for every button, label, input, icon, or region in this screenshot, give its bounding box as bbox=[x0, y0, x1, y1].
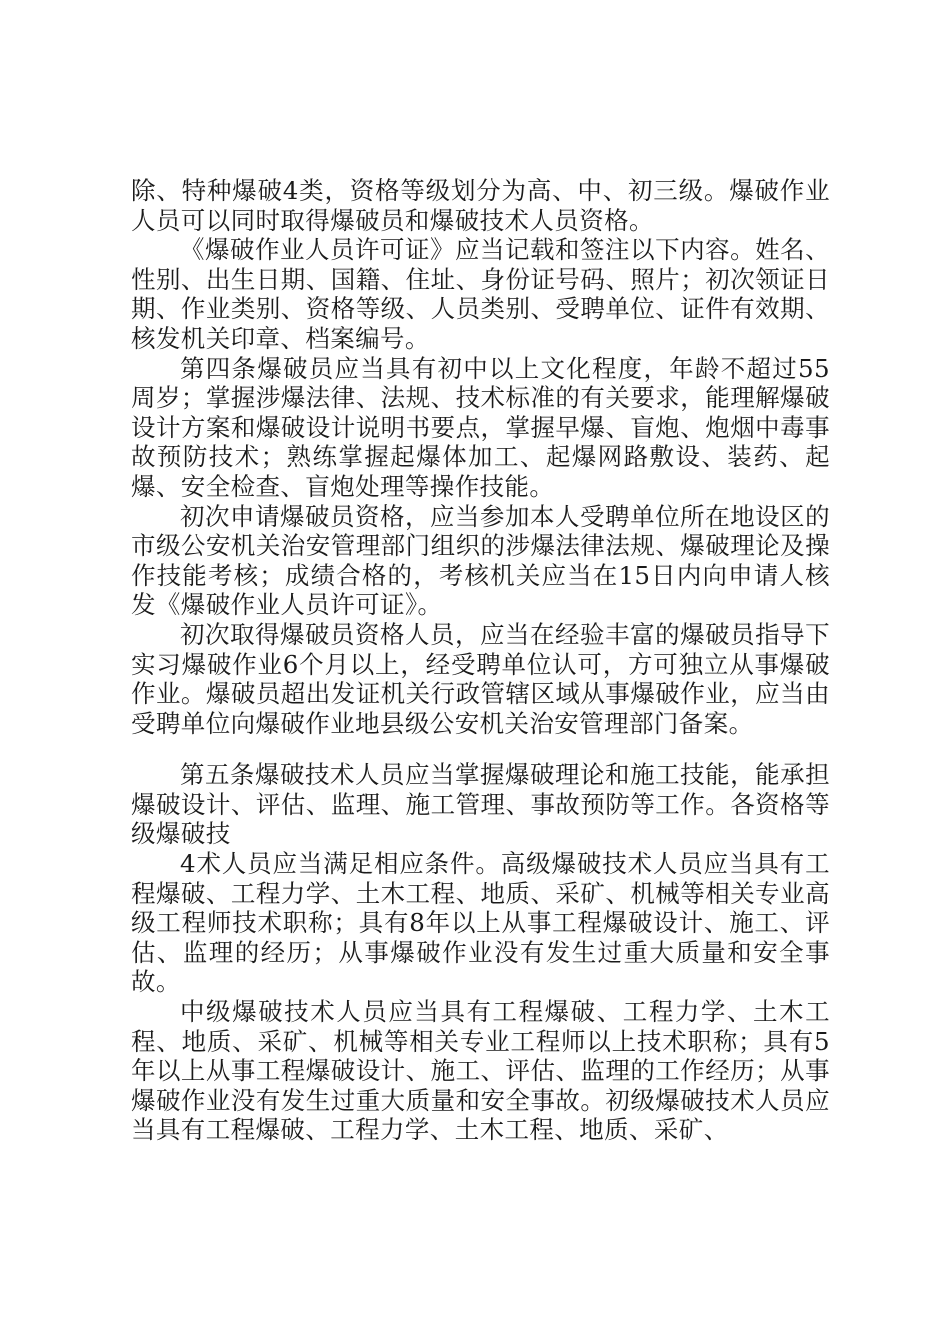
paragraph-article-4: 第四条爆破员应当具有初中以上文化程度，年龄不超过55周岁；掌握涉爆法律、法规、技术标准的有关要求，能理解爆破设计方案和爆破设计说明书要点，掌握早爆、盲炮、炮烟中毒事故预防技术；熟练掌握起爆体加工、起爆网路敷设、装药、起爆、安全检查、盲炮处理等操作技能。 bbox=[131, 353, 830, 501]
paragraph-initial-application: 初次申请爆破员资格，应当参加本人受聘单位所在地设区的市级公安机关治安管理部门组织的涉爆法律法规、爆破理论及操作技能考核；成绩合格的，考核机关应当在15日内向申请人核发《爆破作业人员许可证》。 bbox=[131, 501, 830, 620]
paragraph-internship: 初次取得爆破员资格人员，应当在经验丰富的爆破员指导下实习爆破作业6个月以上，经受聘单位认可，方可独立从事爆破作业。爆破员超出发证机关行政管辖区域从事爆破作业，应当由受聘单位向爆破作业地县级公安机关治安管理部门备案。 bbox=[131, 619, 830, 738]
paragraph-senior-technician: 4术人员应当满足相应条件。高级爆破技术人员应当具有工程爆破、工程力学、土木工程、地质、采矿、机械等相关专业高级工程师技术职称；具有8年以上从事工程爆破设计、施工、评估、监理的经历；从事爆破作业没有发生过重大质量和安全事故。 bbox=[131, 849, 830, 997]
paragraph-article-5: 第五条爆破技术人员应当掌握爆破理论和施工技能，能承担爆破设计、评估、监理、施工管理、事故预防等工作。各资格等级爆破技 bbox=[131, 760, 830, 849]
paragraph-continuation: 除、特种爆破4类，资格等级划分为高、中、初三级。爆破作业人员可以同时取得爆破员和爆破技术人员资格。 bbox=[131, 176, 830, 235]
document-body bbox=[131, 176, 830, 1145]
paragraph-intermediate-technician: 中级爆破技术人员应当具有工程爆破、工程力学、土木工程、地质、采矿、机械等相关专业工程师以上技术职称；具有5年以上从事工程爆破设计、施工、评估、监理的工作经历；从事爆破作业没有发生过重大质量和安全事故。初级爆破技术人员应当具有工程爆破、工程力学、土木工程、地质、采矿、 bbox=[131, 997, 830, 1145]
paragraph-permit-contents: 《爆破作业人员许可证》应当记载和签注以下内容。姓名、性别、出生日期、国籍、住址、身份证号码、照片；初次领证日期、作业类别、资格等级、人员类别、受聘单位、证件有效期、核发机关印章、档案编号。 bbox=[131, 235, 830, 353]
